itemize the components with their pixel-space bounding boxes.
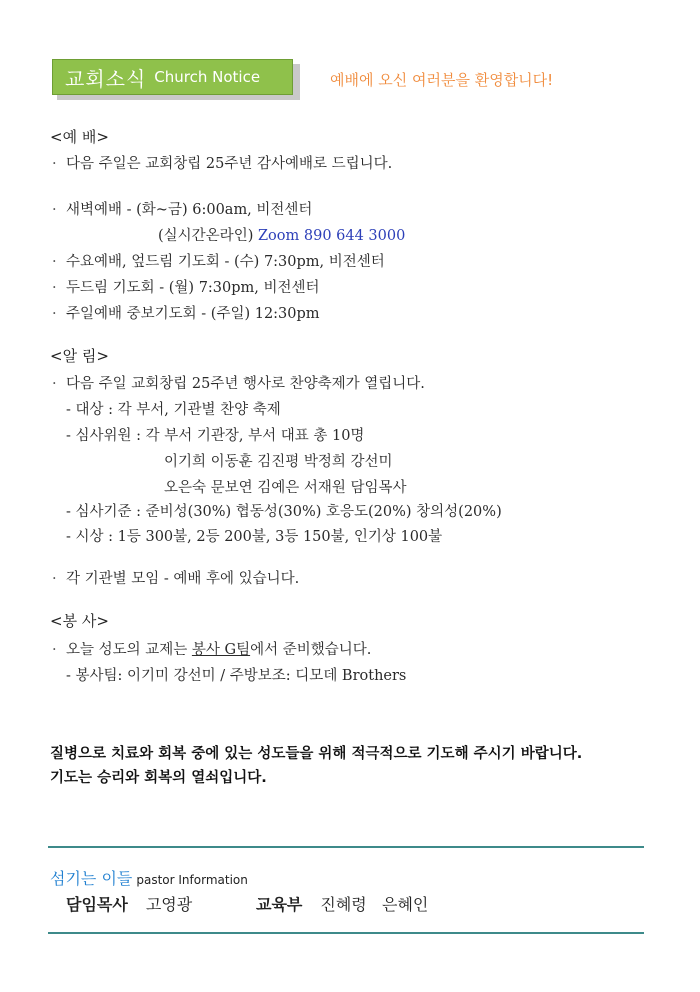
notice-target: - 대상 : 각 부서, 기관별 찬양 축제 [66,402,281,418]
education-dept [256,892,428,915]
header-title-ko: 교회소식 [65,66,147,91]
sunday-prayer: · 주일예배 중보기도회 - (주일) 12:30pm [52,306,320,322]
senior-pastor-name: 고영광 [145,895,193,914]
senior-pastor-label: 담임목사 [66,895,128,914]
bullet-icon: · [52,254,57,270]
dudrim-prayer: · 두드림 기도회 - (월) 7:30pm, 비전센터 [52,280,320,296]
church-notice-banner [52,59,293,95]
education-label: 교육부 [256,895,303,914]
bullet-icon: · [52,571,57,587]
prayer-line-2: 기도는 승리와 회복의 열쇠입니다. [50,770,267,786]
notice-judges-3: 오은숙 문보연 김예은 서재원 담임목사 [164,480,407,496]
service-intro: · 오늘 성도의 교제는 봉사 G팀에서 준비했습니다. [52,642,372,658]
divider-top [48,846,644,848]
bullet-icon: · [52,280,57,296]
bullet-icon: · [52,376,57,392]
education-names: 진혜령 은혜인 [320,895,429,914]
bullet-icon: · [52,306,57,322]
worship-heading: <예 배> [50,128,109,146]
notice-criteria: - 심사기준 : 준비성(30%) 협동성(30%) 호응도(20%) 창의성(20%) [66,504,502,520]
bullet-icon: · [52,642,57,658]
notice-heading: <알 림> [50,347,109,365]
notice-judges-1: - 심사위원 : 각 부서 기관장, 부서 대표 총 10명 [66,428,365,444]
bullet-icon: · [52,156,57,172]
notice-judges-2: 이기희 이동훈 김진평 박정희 강선미 [164,454,393,470]
divider-bottom [48,932,644,934]
bullet-icon: · [52,202,57,218]
staff-title: 섬기는 이들 pastor Information [50,869,248,888]
dawn-online: (실시간온라인) Zoom 890 644 3000 [158,228,406,244]
service-heading: <봉 사> [50,612,109,630]
service-team-name: 봉사 G팀 [191,642,251,658]
notice-meeting: · 각 기관별 모임 - 예배 후에 있습니다. [52,571,300,587]
wednesday-service: · 수요예배, 엎드림 기도회 - (수) 7:30pm, 비전센터 [52,254,385,270]
header-title-en: Church Notice [154,68,261,86]
notice-intro: · 다음 주일 교회창립 25주년 행사로 찬양축제가 열립니다. [52,376,425,392]
service-team: - 봉사팀: 이기미 강선미 / 주방보조: 디모데 Brothers [66,668,407,684]
worship-intro: · 다음 주일은 교회창립 25주년 감사예배로 드립니다. [52,156,393,172]
prayer-line-1: 질병으로 치료와 회복 중에 있는 성도들을 위해 적극적으로 기도해 주시기 바랍니다. [50,746,583,762]
notice-awards: - 시상 : 1등 300불, 2등 200불, 3등 150불, 인기상 100불 [66,529,443,545]
zoom-id: Zoom 890 644 3000 [257,228,406,244]
senior-pastor [66,892,192,915]
dawn-service: · 새벽예배 - (화~금) 6:00am, 비전센터 [52,202,313,218]
staff-title-en: pastor Information [136,873,248,887]
welcome-message: 예배에 오신 여러분을 환영합니다! [330,71,554,89]
